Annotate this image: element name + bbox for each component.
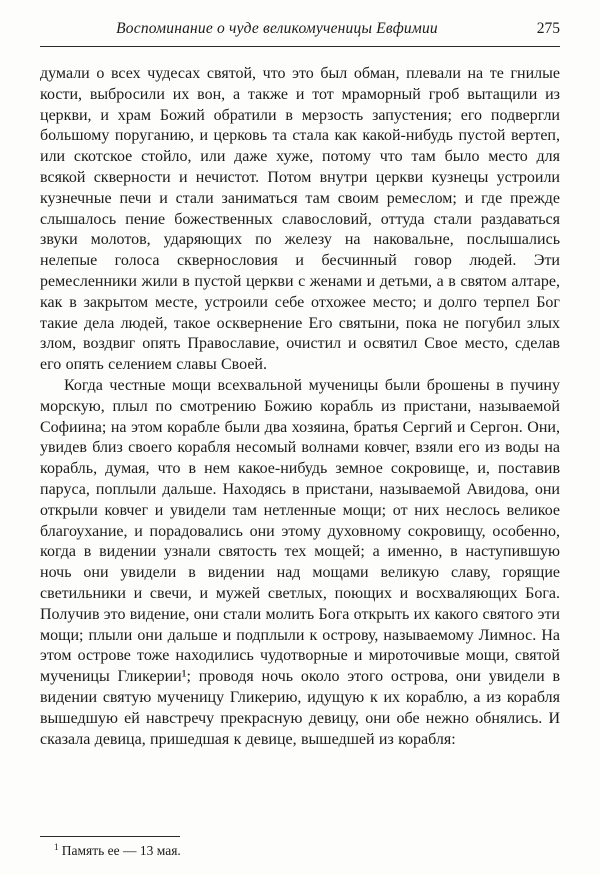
footnote-text: Память ее — 13 мая. [61, 843, 181, 858]
chapter-title: Воспоминание о чуде великомученицы Евфимии [116, 20, 438, 37]
body-text [40, 64, 560, 750]
running-head [40, 20, 560, 42]
footnote-divider [40, 836, 180, 837]
paragraph: Когда честные мощи всехвальной мученицы были брошены в пучину морскую, плыл по смотрению Божию корабль из пристани, называемой Софиина; на этом корабле были два хозяина, братья Сергий и Сергон. Они, увидев близ своего корабля несомый волнами ковчег, взяли его из воды на корабль, думая, что в нем какое-нибудь земное сокровище, и, поставив паруса, поплыли дальше. Находясь в пристани, называемой Авидова, они открыли ковчег и увидели там нетленные мощи; от них неслось великое благоухание, и порадовались они этому духовному сокровищу, особенно, когда в видении узнали святость тех мощей; а именно, в наступившую ночь они увидели в видении над мощами великую славу, горящие светильники и свечи, и мужей светлых, поющих и восхваляющих Бога. Получив это видение, они стали молить Бога открыть их какого святого эти мощи; плыли они дальше и подплыли к острову, называемому Лимнос. На этом острове тоже находились чудотворные и мироточивые мощи, святой мученицы Гликерии¹; проводя ночь около этого острова, они увидели в видении святую мученицу Гликерию, идущую к их кораблю, а из корабля вышедшую ей навстречу прекрасную девицу, они обе нежно обнялись. И сказала девица, пришедшая к девице, вышедшей из корабля: [40, 376, 560, 748]
footnote-marker: 1 [54, 842, 59, 853]
header-divider [40, 46, 560, 47]
footnote-block [40, 836, 560, 859]
page-number: 275 [536, 20, 560, 37]
paragraph: думали о всех чудесах святой, что это был обман, плевали на те гнилые кости, выбросили их вон, а также и тот мраморный гроб вытащили из церкви, и храм Божий обратили в мерзость запустения; его подвергли большому поруганию, и церковь та стала как какой-нибудь пустой вертеп, или скотское стойло, или даже хуже, потому что там было место для всякой скверности и нечистот. Потом внутри церкви кузнецы устроили кузнечные печи и стали заниматься там своим ремеслом; и где прежде слышалось пение божественных славословий, оттуда стали раздаваться звуки молотов, ударяющих по железу на наковальне, послышались нелепые голоса сквернословия и бесчинный говор людей. Эти ремесленники жили в пустой церкви с женами и детьми, а в святом алтаре, как в закрытом месте, устроили себе отхожее место; и долго терпел Бог такие дела людей, такое осквернение Его святыни, пока не погубил злых злом, воздвиг опять Православие, очистил и освятил Свое место, сделав его опять селением славы Своей. [40, 65, 560, 374]
footnote [40, 842, 560, 859]
